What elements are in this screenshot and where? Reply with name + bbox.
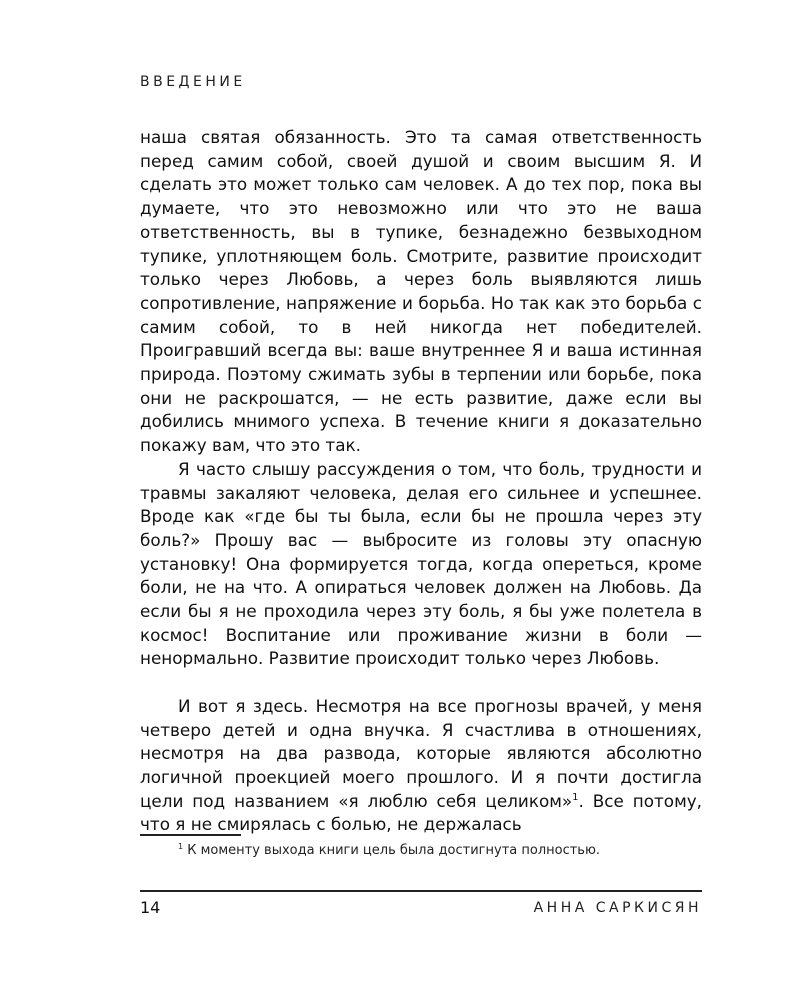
footnote bbox=[178, 843, 600, 858]
paragraph-text: И вот я здесь. Несмотря на все прогнозы врачей, у меня четверо детей и одна внучка. Я счастлива в отношениях, несмотря на два развода, которые являются абсолютно логичной проекцией моего прошлого. И я почти достигла цели под названием «я люблю себя целиком» bbox=[140, 695, 702, 811]
page-body bbox=[140, 126, 702, 837]
footnote-text: К моменту выхода книги цель была достигнута полностью. bbox=[183, 843, 601, 858]
paragraph: Я часто слышу рассуждения о том, что боль, трудности и травмы закаляют человека, делая его сильнее и успешнее. Вроде как «где бы ты была, если бы не прошла через эту боль?» Прошу вас — выбросите из головы эту опасную установку! Она формируется тогда, когда опереться, кроме боли, не на что. А опираться человек должен на Любовь. Да если бы я не проходила через эту боль, я бы уже полетела в космос! Воспитание или проживание жизни в боли — ненормально. Развитие происходит только через Любовь. bbox=[140, 458, 702, 669]
footnote-divider bbox=[140, 834, 241, 836]
paragraph bbox=[140, 695, 702, 837]
footer-divider bbox=[140, 890, 702, 892]
paragraph: наша святая обязанность. Это та самая ответственность перед самим собой, своей душой и своим высшим Я. И сделать это может только сам человек. А до тех пор, пока вы думаете, что это невозможно или что это не ваша ответственность, вы в тупике, безнадежно безвыходном тупике, уплотняющем боль. Смотрите, развитие происходит только через Любовь, а через боль выявляются лишь сопротивление, напряжение и борьба. Но так как это борьба с самим собой, то в ней никогда нет победителей. Проигравший всегда вы: ваше внутреннее Я и ваша истинная природа. Поэтому сжимать зубы в терпении или борьбе, пока они не раскрошатся, — не есть развитие, даже если вы добились мнимого успеха. В течение книги я доказательно покажу вам, что это так. bbox=[140, 127, 702, 456]
running-foot-author: АННА САРКИСЯН bbox=[533, 900, 702, 916]
running-head-section-title: ВВЕДЕНИЕ bbox=[140, 74, 246, 90]
footnote-marker: 1 bbox=[178, 842, 184, 851]
paragraph-text-end: . Все потому, что я не смирялась с болью, не держалась bbox=[140, 790, 702, 835]
page-number: 14 bbox=[140, 898, 161, 917]
footnote-reference[interactable]: 1 bbox=[572, 791, 579, 803]
